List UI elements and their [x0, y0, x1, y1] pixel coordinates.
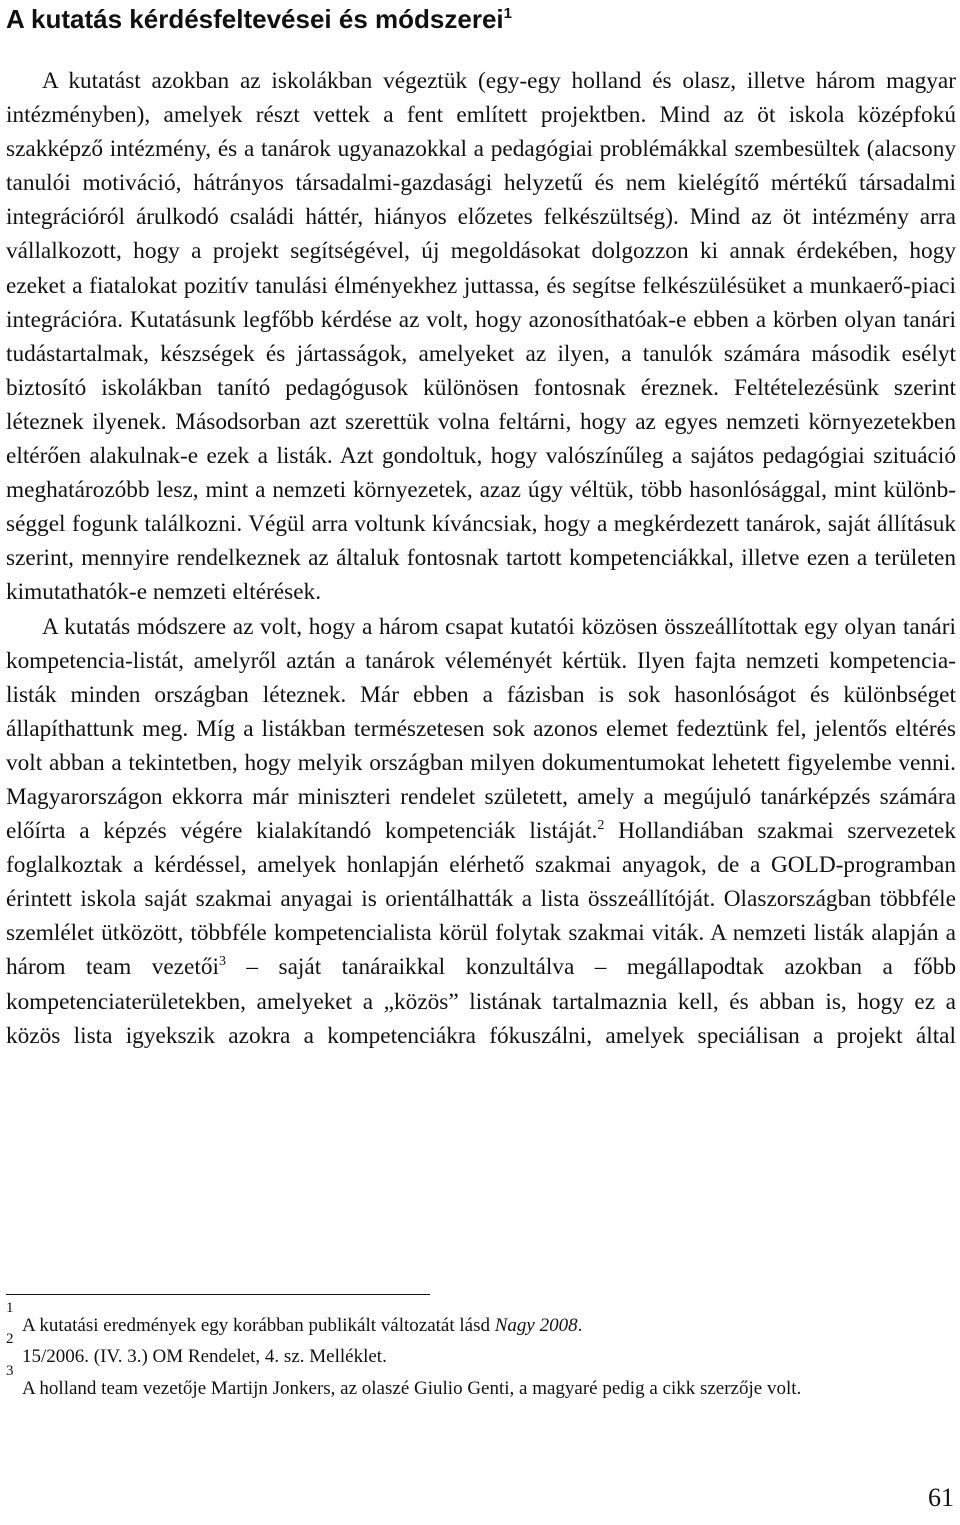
- footnotes: [6, 1300, 956, 1404]
- footnote-ref-3: 3: [218, 954, 226, 970]
- footnote-ref-1: 1: [503, 5, 512, 22]
- paragraph-2-text-a: A kutatás módszere az volt, hogy a három csapat kutatói közösen összeállítottak egy olyan tanári kompetencia-listát, amelyről aztán a tanárok véleményét kértük. Ilyen fajta nemzeti kompetencia-listák minden országban léteznek. Már ebben a fázisban is sok hasonlóságot és különbséget állapíthattunk meg. Míg a listákban természetesen sok azonos elemet fedeztünk fel, jelentős eltérés volt abban a tekintetben, hogy melyik országban milyen dokumentumokat lehetett figyelembe venni. Magyarországon ekkorra már miniszteri rendelet született, amely a megújuló tanárképzés számára előírta a képzés végére kialakítandó kompetenciák listáját.: [6, 613, 956, 845]
- footnote-1: [6, 1300, 956, 1341]
- footnote-ref-2: 2: [597, 818, 605, 834]
- paragraph-1-text: A kutatást azokban az iskolákban végeztük (egy-egy holland és olasz, illetve három magyar intézményben), amelyek részt vettek a fent említett projektben. Mind az öt iskola középfokú szakképző intézmény, és a tanárok ugyanazokkal a pedagógiai problémákkal szembesültek (alacsony tanulói motiváció, hátrányos társadalmi-gazdasági helyzetű és nem kielégítő mértékű társadalmi integrációról árulkodó családi háttér, hiányos előzetes felkészültség). Mind az öt intézmény arra vállalkozott, hogy a projekt segítségével, új megoldásokat dolgozzon ki annak érdekében, hogy ezeket a fiatalokat pozitív tanulási élményekhez juttassa, és segítse felkészülésüket a munkaerő-piaci integrációra. Kutatásunk legfőbb kérdése az volt, hogy azonosíthatóak-e ebben a körben olyan tanári tudástartalmak, készségek és jártasságok, amelyeket az ilyen, a tanulók számára második esélyt biztosító iskolákban tanító pedagógusok különösen fontosnak éreznek. Feltételezésünk szerint léteznek ilyenek. Másodsorban azt szerettük volna feltárni, hogy az egyes nemzeti környezetekben eltérően alakulnak-e ezek a listák. Azt gondoltuk, hogy valószínűleg a sajátos pedagógiai szituáció meghatározóbb lesz, mint a nemzeti környezetek, azaz úgy véltük, több hasonlósággal, mint különbséggel fogunk találkozni. Végül arra voltunk kíváncsiak, hogy a megkérdezett tanárok, saját állításuk szerint, mennyire rendelkeznek az általuk fontosnak tartott kompetenciákkal, illetve ezen a területen kimutathatók-e nemzeti eltérések.: [6, 68, 956, 606]
- body-text: [6, 64, 956, 1053]
- footnote-1-end: .: [577, 1315, 583, 1336]
- footnote-3: [6, 1362, 956, 1404]
- paragraph-2-text-b: Hollandiában szakmai szervezetek foglalkoztak a kérdéssel, amelyek honlapján elérhető szakmai anyagok, de a GOLD-programban érintett iskola saját szakmai anyagai is orientálhatták a lista összeállítóját. Olaszországban többféle szemlélet ütközött, többféle kompetencialista körül folytak szakmai viták. A nemzeti listák alapján a három team vezetői: [6, 818, 956, 981]
- document-page: [6, 0, 956, 1525]
- footnote-1-number: 1: [6, 1300, 14, 1316]
- footnote-2: [6, 1331, 956, 1372]
- footnote-3-number: 3: [6, 1362, 14, 1379]
- section-heading: [6, 2, 512, 36]
- footnote-2-number: 2: [6, 1331, 14, 1348]
- paragraph-1: [6, 64, 956, 610]
- footnote-2-text: 15/2006. (IV. 3.) OM Rendelet, 4. sz. Melléklet.: [22, 1346, 387, 1368]
- footnote-separator: [6, 1294, 430, 1295]
- paragraph-2-text-c: – saját tanáraikkal konzultálva – megállapodtak azokban a főbb kompetenciaterületekben, amelyeket a „közös” listának tartalmaznia kell, és abban is, hogy ez a közös lista igyekszik azokra a kompetenciákra fókuszálni, amelyek speciálisan a projekt által: [6, 954, 957, 1049]
- page-number: 61: [928, 1483, 954, 1512]
- footnote-1-citation: Nagy 2008: [494, 1315, 578, 1336]
- footnote-1-text: A kutatási eredmények egy korábban publikált változatát lásd: [22, 1315, 495, 1336]
- heading-text: A kutatás kérdésfeltevései és módszerei: [6, 4, 504, 34]
- paragraph-2: [6, 610, 956, 1053]
- footnote-3-text: A holland team vezetője Martijn Jonkers, az olaszé Giulio Genti, a magyaré pedig a cikk szerzője volt.: [22, 1377, 802, 1399]
